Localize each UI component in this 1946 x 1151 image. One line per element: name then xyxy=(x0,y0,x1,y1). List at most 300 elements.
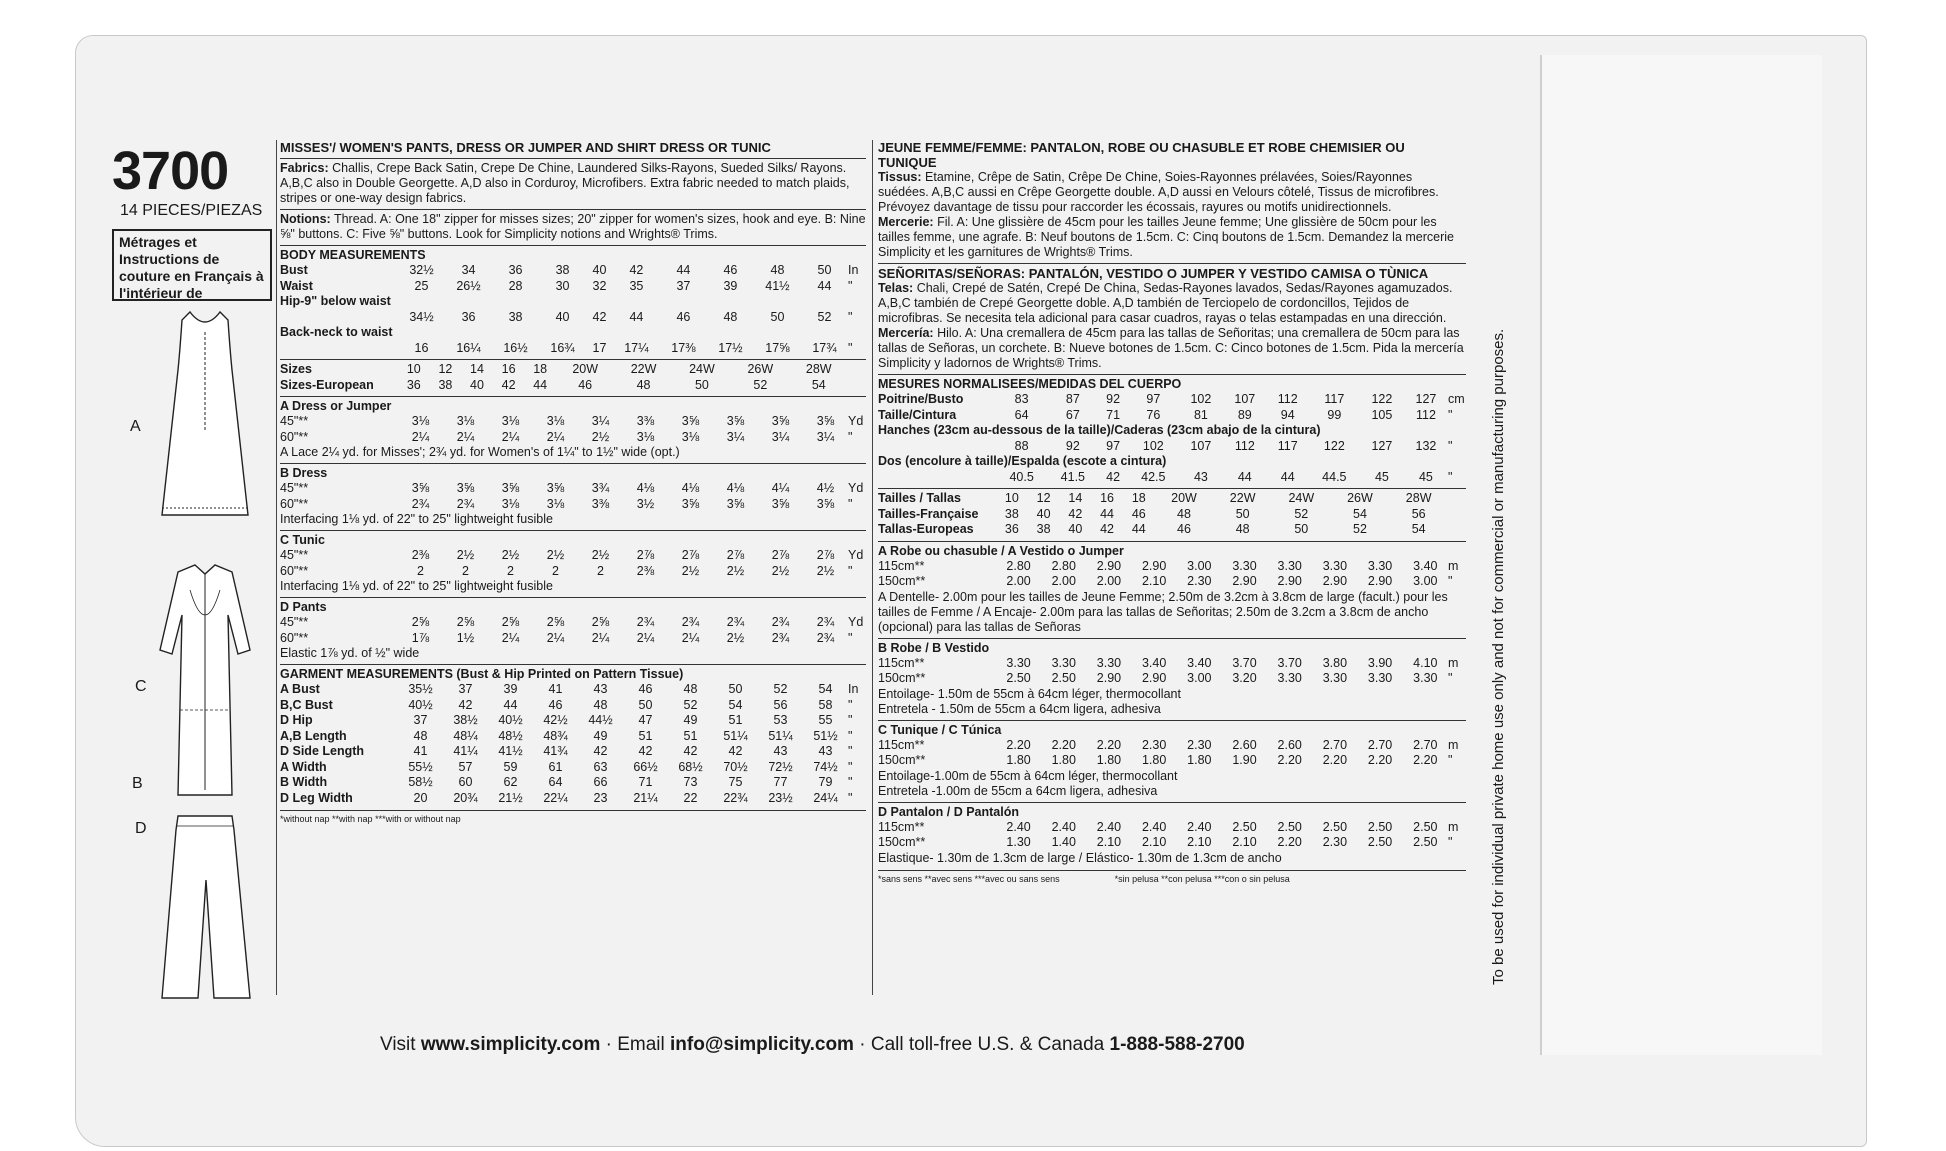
notions-text: Thread. A: One 18" zipper for misses sizes; 20" zipper for women's sizes, hook and eye. B: Nine ⅝" buttons. C: Five ⅝" buttons. Look for Simplicity notions and Wrights® Trims. xyxy=(280,212,866,241)
cell-value: 51¼ xyxy=(723,728,748,743)
row-label: D Leg Width xyxy=(280,790,353,805)
cell-value: 2.40 xyxy=(1187,819,1212,834)
cell-value: 4¼ xyxy=(771,481,790,495)
cell-value: 55½ xyxy=(408,759,433,774)
cell-value: 2¾ xyxy=(816,615,835,629)
cell-value: 1.80 xyxy=(1187,753,1212,767)
row-label: Sizes-European xyxy=(280,377,374,392)
table-row xyxy=(280,729,866,745)
sizes-table xyxy=(280,362,866,393)
view-section xyxy=(280,463,866,527)
view-section xyxy=(878,720,1466,799)
cell-value: 2⅞ xyxy=(816,548,835,562)
cell-value: 51 xyxy=(728,713,743,727)
cell-value: 2.50 xyxy=(1232,819,1257,834)
cell-value: 67 xyxy=(1065,407,1080,422)
tissus-label: Tissus: xyxy=(878,170,922,184)
cell-value: 81 xyxy=(1193,407,1208,422)
cell-value: 41½ xyxy=(765,278,790,293)
cell-value: 2.10 xyxy=(1096,835,1122,849)
cell-value: 4⅛ xyxy=(681,481,700,495)
cell-value: 18 xyxy=(1131,491,1146,505)
cell-value: 3⅝ xyxy=(411,481,430,495)
cell-value: 112 xyxy=(1415,407,1436,422)
cell-value: 70½ xyxy=(723,759,748,774)
cell-value: 16 xyxy=(501,362,516,376)
row-label: Taille/Cintura xyxy=(878,407,957,422)
cell-value: 3.30 xyxy=(1006,655,1031,670)
table-row xyxy=(878,738,1466,754)
cell-value: 3⅛ xyxy=(636,429,655,444)
cell-value: 50 xyxy=(770,309,785,324)
cell-value: 49 xyxy=(683,713,698,727)
cell-value: 46 xyxy=(548,697,563,712)
cell-value: 2.90 xyxy=(1096,671,1122,685)
cell-value: 32 xyxy=(592,278,607,293)
row-label: A,B Length xyxy=(280,728,347,743)
view-note: Entretela -1.00m de 55cm a 64cm ligera, adhesiva xyxy=(878,783,1158,798)
cell-value: 44 xyxy=(1280,469,1295,484)
cell-value: 66 xyxy=(593,775,608,789)
view-title: C Tunique / C Túnica xyxy=(878,722,1002,737)
row-label: 115cm** xyxy=(878,558,925,573)
view-title: A Robe ou chasuble / A Vestido o Jumper xyxy=(878,543,1124,558)
table-row xyxy=(280,414,866,430)
cell-value: 4½ xyxy=(816,481,835,495)
unit-label: " xyxy=(1448,574,1453,588)
telas-section xyxy=(878,281,1466,326)
unit-label: " xyxy=(848,775,853,789)
cell-value: 2.60 xyxy=(1232,737,1257,752)
cell-value: 22W xyxy=(1229,491,1256,505)
cell-value: 42 xyxy=(683,744,698,758)
row-label: 115cm** xyxy=(878,737,925,752)
unit-label: " xyxy=(848,713,853,727)
cell-value: 2 xyxy=(507,563,514,578)
cell-value: 1.40 xyxy=(1051,835,1076,849)
unit-label: " xyxy=(848,563,853,578)
cell-value: 42 xyxy=(1068,506,1083,521)
cell-value: 3.20 xyxy=(1232,671,1257,685)
cell-value: 2⅞ xyxy=(681,548,700,562)
cell-value: 2¼ xyxy=(546,630,565,645)
cell-value: 42 xyxy=(593,744,608,758)
cell-value: 2⅝ xyxy=(501,615,520,629)
sketch-view-a xyxy=(150,310,270,525)
cell-value: 40 xyxy=(1068,522,1083,536)
cell-value: 2.30 xyxy=(1187,737,1212,752)
cell-value: 36 xyxy=(1004,522,1019,536)
row-label: Hanches (23cm au-dessous de la taille)/Caderas (23cm abajo de la cintura) xyxy=(878,423,1321,437)
footer-call-text: · Call toll-free U.S. & Canada xyxy=(853,1034,1110,1055)
fabrics-label: Fabrics: xyxy=(280,161,329,175)
cell-value: 3⅝ xyxy=(681,414,700,428)
cell-value: 22 xyxy=(683,790,698,805)
cell-value: 92 xyxy=(1106,392,1121,406)
unit-label: m xyxy=(1448,737,1459,752)
cell-value: 42½ xyxy=(543,713,568,727)
row-label: B Width xyxy=(280,775,328,789)
view-section xyxy=(878,638,1466,717)
row-label: Tailles / Tallas xyxy=(878,491,961,505)
table-row xyxy=(878,522,1466,538)
cell-value: 3⅝ xyxy=(501,481,520,495)
metric-sizes-section xyxy=(878,488,1466,538)
row-label: A Bust xyxy=(280,682,320,696)
row-label: Sizes xyxy=(280,362,312,376)
cell-value: 26½ xyxy=(456,278,481,293)
cell-value: 2.90 xyxy=(1367,574,1393,588)
cell-value: 52 xyxy=(683,697,698,712)
table-row xyxy=(280,341,866,357)
notions-label: Notions: xyxy=(280,212,331,226)
cell-value: 2.20 xyxy=(1322,753,1348,767)
cell-value: 79 xyxy=(818,775,833,789)
row-label: 115cm** xyxy=(878,655,925,670)
cell-value: 105 xyxy=(1371,407,1393,422)
cell-value: 3⅛ xyxy=(456,414,475,428)
cell-value: 50 xyxy=(1294,522,1309,536)
body-measurements-section xyxy=(280,245,866,356)
cell-value: 44 xyxy=(503,697,518,712)
cell-value: 2¾ xyxy=(636,615,655,629)
view-note: Interfacing 1⅛ yd. of 22" to 25" lightweight fusible xyxy=(280,579,553,593)
table-row xyxy=(280,760,866,776)
cell-value: 1.80 xyxy=(1051,753,1076,767)
unit-label: " xyxy=(848,697,853,712)
cell-value: 42 xyxy=(638,744,653,758)
cell-value: 39 xyxy=(723,278,738,293)
table-row xyxy=(878,491,1466,507)
cell-value: 52 xyxy=(817,309,832,324)
unit-label: " xyxy=(848,630,853,645)
unit-label xyxy=(848,362,866,378)
cell-value: 87 xyxy=(1065,392,1080,406)
cell-value: 2⅝ xyxy=(591,615,610,629)
cell-value: 3¼ xyxy=(771,429,790,444)
cell-value: 2½ xyxy=(546,548,565,562)
cell-value: 89 xyxy=(1237,407,1252,422)
cell-value: 3.90 xyxy=(1367,655,1393,670)
cell-value: 2¼ xyxy=(636,630,655,645)
cell-value: 2¼ xyxy=(681,630,700,645)
cell-value: 2¼ xyxy=(546,429,565,444)
unit-label: In xyxy=(848,263,859,277)
cell-value: 2.50 xyxy=(1006,671,1031,685)
cell-value: 3¼ xyxy=(816,429,835,444)
view-section xyxy=(878,802,1466,866)
cell-value: 2.70 xyxy=(1367,737,1393,752)
cell-value: 75 xyxy=(728,775,743,789)
cell-value: 3.70 xyxy=(1277,655,1302,670)
table-row xyxy=(280,631,866,647)
notions-section xyxy=(280,209,866,242)
cell-value: 71 xyxy=(1106,407,1121,422)
sketch-label-b: B xyxy=(132,775,143,792)
row-label: 150cm** xyxy=(878,753,926,767)
cell-value: 2.40 xyxy=(1096,819,1122,834)
usage-notice: To be used for individual private home use only and not for commercial or manufacturing purposes. xyxy=(1490,328,1507,985)
cell-value: 2.70 xyxy=(1322,737,1348,752)
cell-value: 48 xyxy=(723,309,738,324)
cell-value: 20¾ xyxy=(453,790,478,805)
unit-label: " xyxy=(848,728,853,743)
cell-value: 3.00 xyxy=(1187,558,1212,573)
cell-value: 1.30 xyxy=(1006,835,1031,849)
cell-value: 2½ xyxy=(591,429,610,444)
row-label: A Width xyxy=(280,759,327,774)
cell-value: 2.30 xyxy=(1187,574,1212,588)
cell-value: 63 xyxy=(593,759,608,774)
cell-value: 2.90 xyxy=(1322,574,1348,588)
cell-value: 42.5 xyxy=(1141,469,1166,484)
cell-value: 64 xyxy=(548,775,563,789)
cell-value: 42 xyxy=(629,263,644,277)
cell-value: 2¼ xyxy=(501,429,520,444)
unit-label: " xyxy=(848,759,853,774)
cell-value: 3½ xyxy=(636,496,655,511)
cell-value: 2¼ xyxy=(411,429,430,444)
garment-measurements-table xyxy=(280,682,866,806)
cell-value: 46 xyxy=(1131,506,1146,521)
unit-label: m xyxy=(1448,819,1459,834)
metric-sizes-table xyxy=(878,491,1466,538)
cell-value: 53 xyxy=(773,713,788,727)
unit-label xyxy=(1448,491,1466,507)
footnote-es: *sin pelusa **con pelusa ***con o sin pelusa xyxy=(1114,873,1290,884)
row-label: D Hip xyxy=(280,713,313,727)
row-label: Back-neck to waist xyxy=(280,325,393,339)
cell-value: 2.20 xyxy=(1096,737,1122,752)
table-row xyxy=(878,507,1466,523)
view-note: Entoilage-1.00m de 55cm à 64cm léger, thermocollant xyxy=(878,768,1178,783)
cell-value: 3⅛ xyxy=(546,496,565,511)
cell-value: 52 xyxy=(753,377,768,392)
cell-value: 2.20 xyxy=(1051,737,1076,752)
table-row-label xyxy=(280,294,866,310)
cell-value: 117 xyxy=(1324,392,1345,406)
cell-value: 2 xyxy=(552,563,559,578)
telas-label: Telas: xyxy=(878,281,914,295)
cell-value: 41¼ xyxy=(453,744,478,758)
cell-value: 20W xyxy=(1171,491,1197,505)
cell-value: 2.20 xyxy=(1006,737,1031,752)
cell-value: 3.30 xyxy=(1051,655,1076,670)
cell-value: 2¾ xyxy=(681,615,700,629)
metric-body-section xyxy=(878,374,1466,485)
cell-value: 52 xyxy=(1353,522,1367,536)
view-section xyxy=(280,597,866,661)
cell-value: 39 xyxy=(503,682,518,696)
cell-value: 42 xyxy=(592,309,607,324)
view-yardage-table xyxy=(878,738,1466,769)
english-column xyxy=(280,140,866,825)
view-yardage-table xyxy=(280,481,866,512)
cell-value: 2⅜ xyxy=(636,563,655,578)
table-row xyxy=(280,698,866,714)
cell-value: 2.50 xyxy=(1051,671,1076,685)
cell-value: 2.50 xyxy=(1413,835,1438,849)
row-label: Poitrine/Busto xyxy=(878,392,964,406)
envelope-flap xyxy=(1540,55,1822,1055)
table-row xyxy=(878,574,1466,590)
cell-value: 3⅝ xyxy=(546,481,565,495)
row-label: Tallas-Europeas xyxy=(878,522,974,536)
cell-value: 16½ xyxy=(503,340,528,355)
cell-value: 3⅝ xyxy=(726,496,745,511)
cell-value: 3.30 xyxy=(1096,655,1122,670)
cell-value: 2½ xyxy=(456,548,475,562)
cell-value: 48 xyxy=(593,697,608,712)
cell-value: 2.90 xyxy=(1096,558,1122,573)
cell-value: 23½ xyxy=(768,790,793,805)
cell-value: 2¾ xyxy=(771,615,790,629)
cell-value: 1.80 xyxy=(1141,753,1167,767)
view-yardage-table xyxy=(280,414,866,445)
row-label: B,C Bust xyxy=(280,697,333,712)
cell-value: 127 xyxy=(1371,438,1393,453)
table-row xyxy=(280,430,866,446)
footer-phone: 1-888-588-2700 xyxy=(1109,1034,1245,1055)
cell-value: 51½ xyxy=(813,728,838,743)
cell-value: 38 xyxy=(1036,522,1051,536)
table-row xyxy=(280,481,866,497)
cell-value: 2.00 xyxy=(1096,574,1122,588)
cell-value: 38 xyxy=(438,377,453,392)
cell-value: 38½ xyxy=(453,713,478,727)
cell-value: 3⅜ xyxy=(591,496,610,511)
tissus-text: Etamine, Crêpe de Satin, Crêpe De Chine, Soies-Rayonnes prélavées, Soies/Rayonnes suédées. A,B,C aussi en Crêpe Georgette double. A,D aussi en Velours côtelé, Tissus de microfibres. Prévoyez davantage de tissu pour raccorder les écossais, rayures ou motifs unidirectionnels. xyxy=(878,170,1439,214)
table-row xyxy=(878,439,1466,455)
table-row xyxy=(878,470,1466,486)
cell-value: 54 xyxy=(1411,522,1426,536)
cell-value: 2.80 xyxy=(1006,558,1031,573)
cell-value: 2 xyxy=(597,563,604,578)
view-section xyxy=(280,396,866,460)
cell-value: 72½ xyxy=(768,759,793,774)
table-row xyxy=(280,713,866,729)
cell-value: 56 xyxy=(1411,506,1426,521)
table-row xyxy=(878,671,1466,687)
table-row-label xyxy=(878,423,1466,439)
tissus-section xyxy=(878,170,1466,215)
cell-value: 18 xyxy=(533,362,548,376)
cell-value: 3.00 xyxy=(1187,671,1212,685)
cell-value: 1.90 xyxy=(1232,753,1257,767)
table-row xyxy=(878,656,1466,672)
cell-value: 36 xyxy=(461,309,476,324)
cell-value: 4.10 xyxy=(1413,655,1438,670)
row-label: Tailles-Française xyxy=(878,506,979,521)
cell-value: 54 xyxy=(811,377,826,392)
view-title: B Dress xyxy=(280,466,328,480)
row-label: 45"** xyxy=(280,481,309,495)
cell-value: 48 xyxy=(1177,506,1191,521)
cell-value: 20 xyxy=(413,790,428,805)
cell-value: 3.30 xyxy=(1232,558,1257,573)
unit-label: cm xyxy=(1448,392,1465,406)
cell-value: 28W xyxy=(805,362,832,376)
cell-value: 2.90 xyxy=(1141,558,1167,573)
cell-value: 60 xyxy=(458,775,473,789)
cell-value: 112 xyxy=(1234,438,1255,453)
cell-value: 36 xyxy=(406,377,421,392)
cell-value: 34 xyxy=(461,263,476,277)
cell-value: 2.20 xyxy=(1413,753,1438,767)
cell-value: 44 xyxy=(1100,506,1115,521)
cell-value: 55 xyxy=(818,713,833,727)
cell-value: 58 xyxy=(818,697,833,712)
cell-value: 97 xyxy=(1106,438,1121,453)
footer-email[interactable]: info@simplicity.com xyxy=(670,1034,854,1055)
cell-value: 94 xyxy=(1280,407,1295,422)
view-yardage-table xyxy=(878,820,1466,851)
cell-value: 3⅛ xyxy=(546,414,565,428)
cell-value: 77 xyxy=(773,775,788,789)
view-note: A Lace 2¼ yd. for Misses'; 2¾ yd. for Women's of 1¼" to 1½" wide (opt.) xyxy=(280,445,680,459)
view-yardage-table xyxy=(878,656,1466,687)
view-note: Interfacing 1⅛ yd. of 22" to 25" lightweight fusible xyxy=(280,512,553,526)
french-title: JEUNE FEMME/FEMME: PANTALON, ROBE OU CHASUBLE ET ROBE CHEMISIER OU TUNIQUE xyxy=(878,140,1405,170)
unit-label: " xyxy=(1448,438,1453,453)
cell-value: 10 xyxy=(1004,491,1019,505)
cell-value: 2¾ xyxy=(816,630,835,645)
cell-value: 3.80 xyxy=(1322,655,1348,670)
mercerie-section xyxy=(878,215,1466,260)
cell-value: 48 xyxy=(683,682,698,696)
cell-value: 24W xyxy=(689,362,715,376)
cell-value: 54 xyxy=(728,697,743,712)
cell-value: 2.00 xyxy=(1051,574,1076,588)
cell-value: 97 xyxy=(1146,392,1161,406)
cell-value: 2.10 xyxy=(1141,835,1167,849)
cell-value: 3.30 xyxy=(1277,671,1302,685)
footer-website[interactable]: www.simplicity.com xyxy=(420,1034,601,1055)
view-note: Elastique- 1.30m de 1.3cm de large / Elástico- 1.30m de 1.3cm de ancho xyxy=(878,850,1282,865)
cell-value: 68½ xyxy=(678,759,703,774)
cell-value: 76 xyxy=(1146,407,1161,422)
cell-value: 41.5 xyxy=(1060,469,1086,484)
unit-label: " xyxy=(848,309,853,324)
table-row xyxy=(280,378,866,394)
cell-value: 2.30 xyxy=(1322,835,1348,849)
cell-value: 22¼ xyxy=(543,790,568,805)
row-label xyxy=(280,310,398,326)
cell-value: 44 xyxy=(533,377,548,392)
cell-value: 3⅝ xyxy=(816,414,835,428)
cell-value: 2⅞ xyxy=(726,548,745,562)
cell-value: 3⅝ xyxy=(816,496,835,511)
cell-value: 54 xyxy=(1353,506,1367,521)
cell-value: 43 xyxy=(773,744,788,758)
cell-value: 48¾ xyxy=(543,728,568,743)
cell-value: 35 xyxy=(629,278,644,293)
cell-value: 41¾ xyxy=(543,744,568,758)
cell-value: 2.90 xyxy=(1232,574,1257,588)
row-label: 60"** xyxy=(280,563,309,578)
cell-value: 2⅞ xyxy=(771,548,790,562)
cell-value: 40 xyxy=(1036,506,1051,521)
cell-value: 50 xyxy=(728,682,743,696)
cell-value: 2.50 xyxy=(1277,819,1302,834)
garment-measurements-title: GARMENT MEASUREMENTS (Bust & Hip Printed on Pattern Tissue) xyxy=(280,667,684,681)
row-label: 45"** xyxy=(280,615,309,629)
cell-value: 46 xyxy=(723,263,738,277)
cell-value: 2¾ xyxy=(726,615,745,629)
cell-value: 102 xyxy=(1190,392,1212,406)
cell-value: 3.30 xyxy=(1322,671,1348,685)
cell-value: 14 xyxy=(470,362,484,376)
